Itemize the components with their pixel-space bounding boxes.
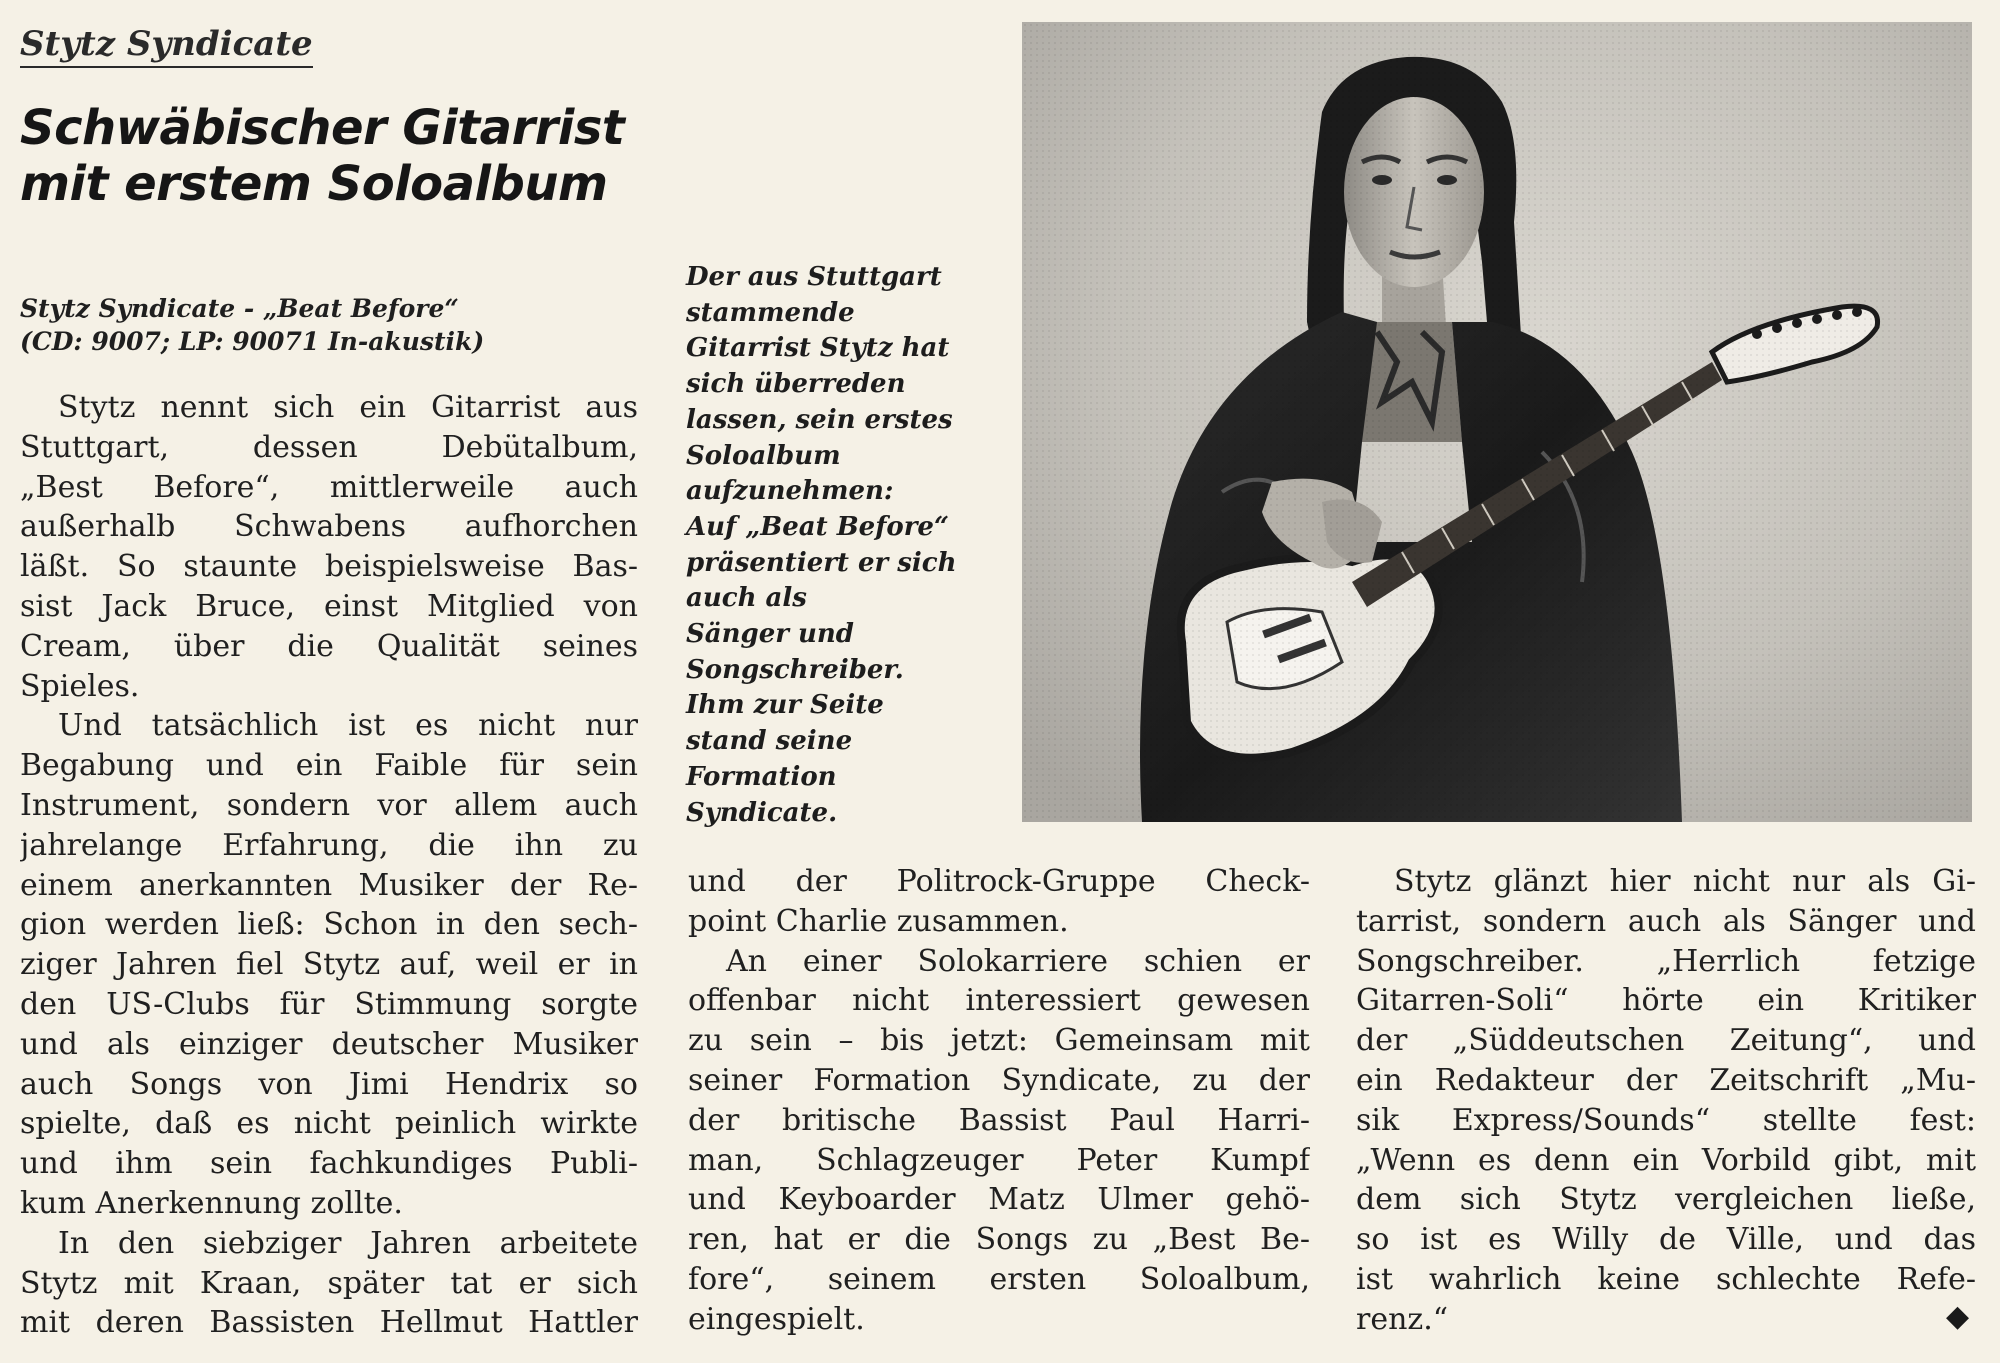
text-line: kum Anerkennung zollte. (20, 1185, 403, 1221)
text-line: mit deren Bassisten Hellmut Hattler (20, 1305, 638, 1341)
text-line: sist Jack Bruce, einst Mitglied von (20, 588, 638, 624)
end-diamond-icon: ◆ (1946, 1299, 1970, 1334)
text-line: „Best Before“, mittlerweile auch (20, 469, 638, 505)
text-line: dem sich Stytz vergleichen ließe, (1356, 1182, 1976, 1218)
text-line: Stytz glänzt hier nicht nur als Gi- (1394, 864, 1976, 899)
text-line: spielte, daß es nicht peinlich wirkte (20, 1106, 638, 1142)
text-line: der „Süddeutschen Zeitung“, und (1356, 1023, 1976, 1059)
guitarist-photo (1022, 22, 1972, 822)
text-line: den US-Clubs für Stimmung sorgte (20, 986, 638, 1022)
text-line: Stuttgart, dessen Debütalbum, (20, 429, 638, 465)
text-line: sik Express/Sounds“ stellte fest: (1356, 1102, 1976, 1138)
subhead (20, 292, 680, 358)
caption-line: Ihm zur Seite (686, 690, 884, 721)
subhead-catalog: (CD: 9007; LP: 90071 In-akustik) (20, 327, 485, 356)
text-line: Und tatsächlich ist es nicht nur (58, 708, 638, 744)
text-line: ein Redakteur der Zeitschrift „Mu- (1356, 1062, 1976, 1098)
text-line: „Wenn es denn ein Vorbild gibt, mit (1356, 1142, 1976, 1178)
text-line: und der Politrock-Gruppe Check- (688, 864, 1310, 899)
text-line: so ist es Willy de Ville, und das (1356, 1222, 1976, 1258)
text-line: In den siebziger Jahren arbeitete (58, 1225, 638, 1261)
text-line: der britische Bassist Paul Harri- (688, 1102, 1310, 1138)
kicker: Stytz Syndicate (20, 22, 313, 68)
headline: Schwäbischer Gitarrist mit erstem Soloalbum (20, 100, 625, 212)
text-line: auch Songs von Jimi Hendrix so (20, 1066, 638, 1102)
text-line: einem anerkannten Musiker der Re- (20, 867, 638, 903)
caption-line: stand seine (686, 726, 853, 757)
text-line: Begabung und ein Faible für sein (20, 748, 638, 784)
text-line: und als einziger deutscher Musiker (20, 1026, 638, 1062)
photo-caption (686, 260, 1006, 831)
article-column-1 (20, 388, 638, 1343)
article-column-3 (1356, 862, 1976, 1340)
text-line: und ihm sein fachkundiges Publi- (20, 1146, 638, 1182)
text-line: gion werden ließ: Schon in den sech- (20, 907, 638, 943)
subhead-title: Stytz Syndicate - „Beat Before“ (20, 294, 459, 323)
text-line: Instrument, sondern vor allem auch (20, 787, 638, 823)
text-line: ist wahrlich keine schlechte Refe- (1356, 1261, 1976, 1297)
halftone-overlay (1022, 22, 1972, 822)
caption-line: Sänger und (686, 619, 854, 650)
text-line: An einer Solokarriere schien er (726, 943, 1310, 979)
text-line: Stytz nennt sich ein Gitarrist aus (58, 390, 638, 425)
text-line: Songschreiber. „Herrlich fetzige (1356, 943, 1976, 979)
caption-line: Gitarrist Stytz hat (686, 333, 950, 364)
text-line: eingespielt. (688, 1301, 865, 1337)
text-line: läßt. So staunte beispielsweise Bas- (20, 549, 638, 585)
caption-line: aufzunehmen: (686, 476, 894, 507)
text-line: seiner Formation Syndicate, zu der (688, 1062, 1310, 1098)
text-line: Cream, über die Qualität seines (20, 628, 638, 664)
article-column-2 (688, 862, 1310, 1340)
guitarist-photo-image (1022, 22, 1972, 822)
caption-line: Songschreiber. (686, 654, 904, 685)
caption-line: sich überreden (686, 369, 906, 400)
text-line: ziger Jahren fiel Stytz auf, weil er in (20, 947, 638, 983)
text-line: offenbar nicht interessiert gewesen (688, 983, 1310, 1019)
text-line: außerhalb Schwabens aufhorchen (20, 509, 638, 545)
caption-line: Auf „Beat Before“ (686, 511, 949, 542)
caption-line: Der aus Stuttgart (686, 262, 942, 292)
text-line: und Keyboarder Matz Ulmer gehö- (688, 1182, 1310, 1218)
caption-line: Soloalbum (686, 440, 841, 471)
caption-line: auch als (686, 583, 807, 614)
caption-line: lassen, sein erstes (686, 404, 953, 435)
text-line: man, Schlagzeuger Peter Kumpf (688, 1142, 1310, 1178)
caption-line: präsentiert er sich (686, 547, 957, 578)
text-line: Spieles. (20, 668, 140, 704)
text-line: zu sein – bis jetzt: Gemeinsam mit (688, 1023, 1310, 1059)
text-line: Stytz mit Kraan, später tat er sich (20, 1265, 638, 1301)
caption-line: Syndicate. (686, 797, 838, 828)
caption-line: Formation (686, 761, 837, 792)
text-line: point Charlie zusammen. (688, 903, 1069, 939)
text-line: Gitarren-Soli“ hörte ein Kritiker (1356, 983, 1976, 1019)
text-line: jahrelange Erfahrung, die ihn zu (20, 827, 638, 863)
text-line: tarrist, sondern auch als Sänger und (1356, 903, 1976, 939)
text-line: ren, hat er die Songs zu „Best Be- (688, 1222, 1310, 1258)
caption-line: stammende (686, 297, 855, 328)
text-line: renz.“ (1356, 1301, 1449, 1337)
text-line: fore“, seinem ersten Soloalbum, (688, 1261, 1310, 1297)
